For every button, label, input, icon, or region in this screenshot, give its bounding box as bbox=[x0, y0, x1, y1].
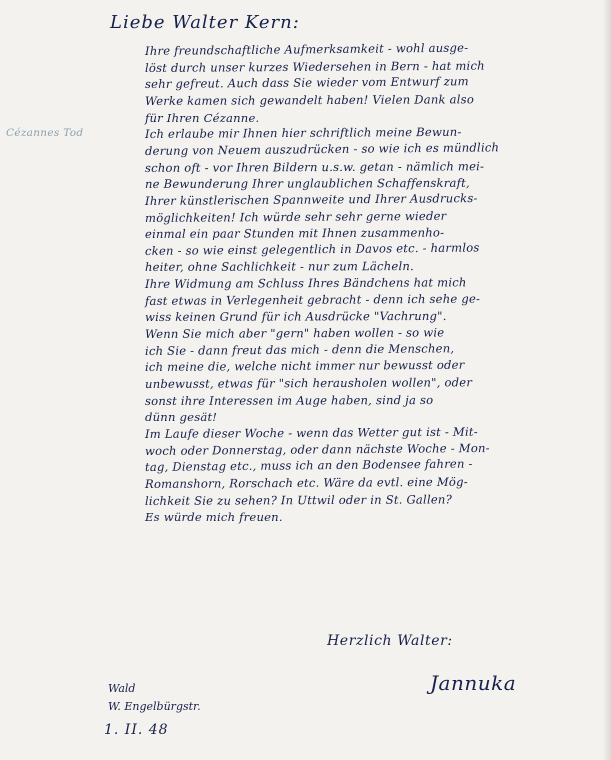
letter-body-line: Im Laufe dieser Woche - wenn das Wetter gut ist - Mit- bbox=[144, 424, 478, 441]
letter-body-line: ich Sie - dann freut das mich - denn die Menschen, bbox=[144, 340, 455, 358]
letter-body-line: Es würde mich freuen. bbox=[145, 510, 283, 525]
letter-body-line: Ich erlaube mir Ihnen hier schriftlich meine Bewun- bbox=[144, 125, 462, 142]
letter-body-line: löst durch unser kurzes Wiedersehen in Bern - hat mich bbox=[144, 58, 485, 75]
letter-body-line: lichkeit Sie zu sehen? In Uttwil oder in St. Gallen? bbox=[144, 491, 453, 508]
letter-body-line: ne Bewunderung Ihrer unglaublichen Schaffenskraft, bbox=[144, 176, 470, 192]
letter-body-line: fast etwas in Verlegenheit gebracht - denn ich sehe ge- bbox=[144, 291, 481, 308]
letter-body-line: Ihre freundschaftliche Aufmerksamkeit - wohl ausge- bbox=[144, 40, 469, 58]
letter-closing: Herzlich Walter: bbox=[327, 633, 453, 649]
letter-body-line: Romanshorn, Rorschach etc. Wäre da evtl. eine Mög- bbox=[144, 474, 468, 491]
letter-body-line: heiter, ohne Sachlichkeit - nur zum Lächeln. bbox=[144, 259, 414, 275]
letter-body-line: einmal ein paar Stunden mit Ihnen zusammenho- bbox=[144, 225, 445, 242]
margin-pencil-note: Cézannes Tod bbox=[6, 127, 84, 139]
letter-body-line: ich meine die, welche nicht immer nur bewusst oder bbox=[144, 358, 465, 375]
letter-body-line: derung von Neuem auszudrücken - so wie ich es mündlich bbox=[144, 140, 500, 158]
letter-body-line: sonst ihre Interessen im Auge haben, sind ja so bbox=[144, 392, 434, 408]
letter-body-line: Wenn Sie mich aber "gern" haben wollen - so wie bbox=[144, 325, 445, 341]
sender-place: Wald bbox=[108, 682, 136, 695]
letter-body-line: für Ihren Cézanne. bbox=[145, 110, 260, 125]
letter-body-line: cken - so wie einst gelegentlich in Davos etc. - harmlos bbox=[144, 240, 480, 258]
letter-body-line: Ihre Widmung am Schluss Ihres Bändchens hat mich bbox=[144, 275, 467, 292]
letter-body-line: woch oder Donnerstag, oder dann nächste Woche - Mon- bbox=[144, 440, 490, 458]
letter-body-line: schon oft - vor Ihren Bildern u.s.w. getan - nämlich mei- bbox=[144, 158, 485, 175]
letter-body-line: tag, Dienstag etc., muss ich an den Bodensee fahren - bbox=[144, 456, 473, 475]
sender-street: W. Engelbürgstr. bbox=[108, 700, 201, 713]
letter-date: 1. II. 48 bbox=[104, 722, 169, 738]
letter-body-line: dünn gesät! bbox=[145, 410, 218, 425]
paper-edge-shadow bbox=[603, 0, 611, 760]
letter-salutation: Liebe Walter Kern: bbox=[110, 12, 300, 33]
letter-body-line: Werke kamen sich gewandelt haben! Vielen Dank also bbox=[144, 92, 475, 108]
letter-body-line: möglichkeiten! Ich würde sehr sehr gerne wieder bbox=[144, 208, 447, 225]
letter-body-line: wiss keinen Grund für ich Ausdrücke "Vachrung". bbox=[144, 309, 447, 325]
letter-body-line: unbewusst, etwas für "sich herausholen wollen", oder bbox=[144, 375, 473, 391]
letter-body-line: Ihrer künstlerischen Spannweite und Ihrer Ausdrucks- bbox=[144, 190, 478, 208]
letter-body-line: sehr gefreut. Auch dass Sie wieder vom Entwurf zum bbox=[144, 74, 469, 92]
signature: Jannuka bbox=[430, 671, 517, 695]
